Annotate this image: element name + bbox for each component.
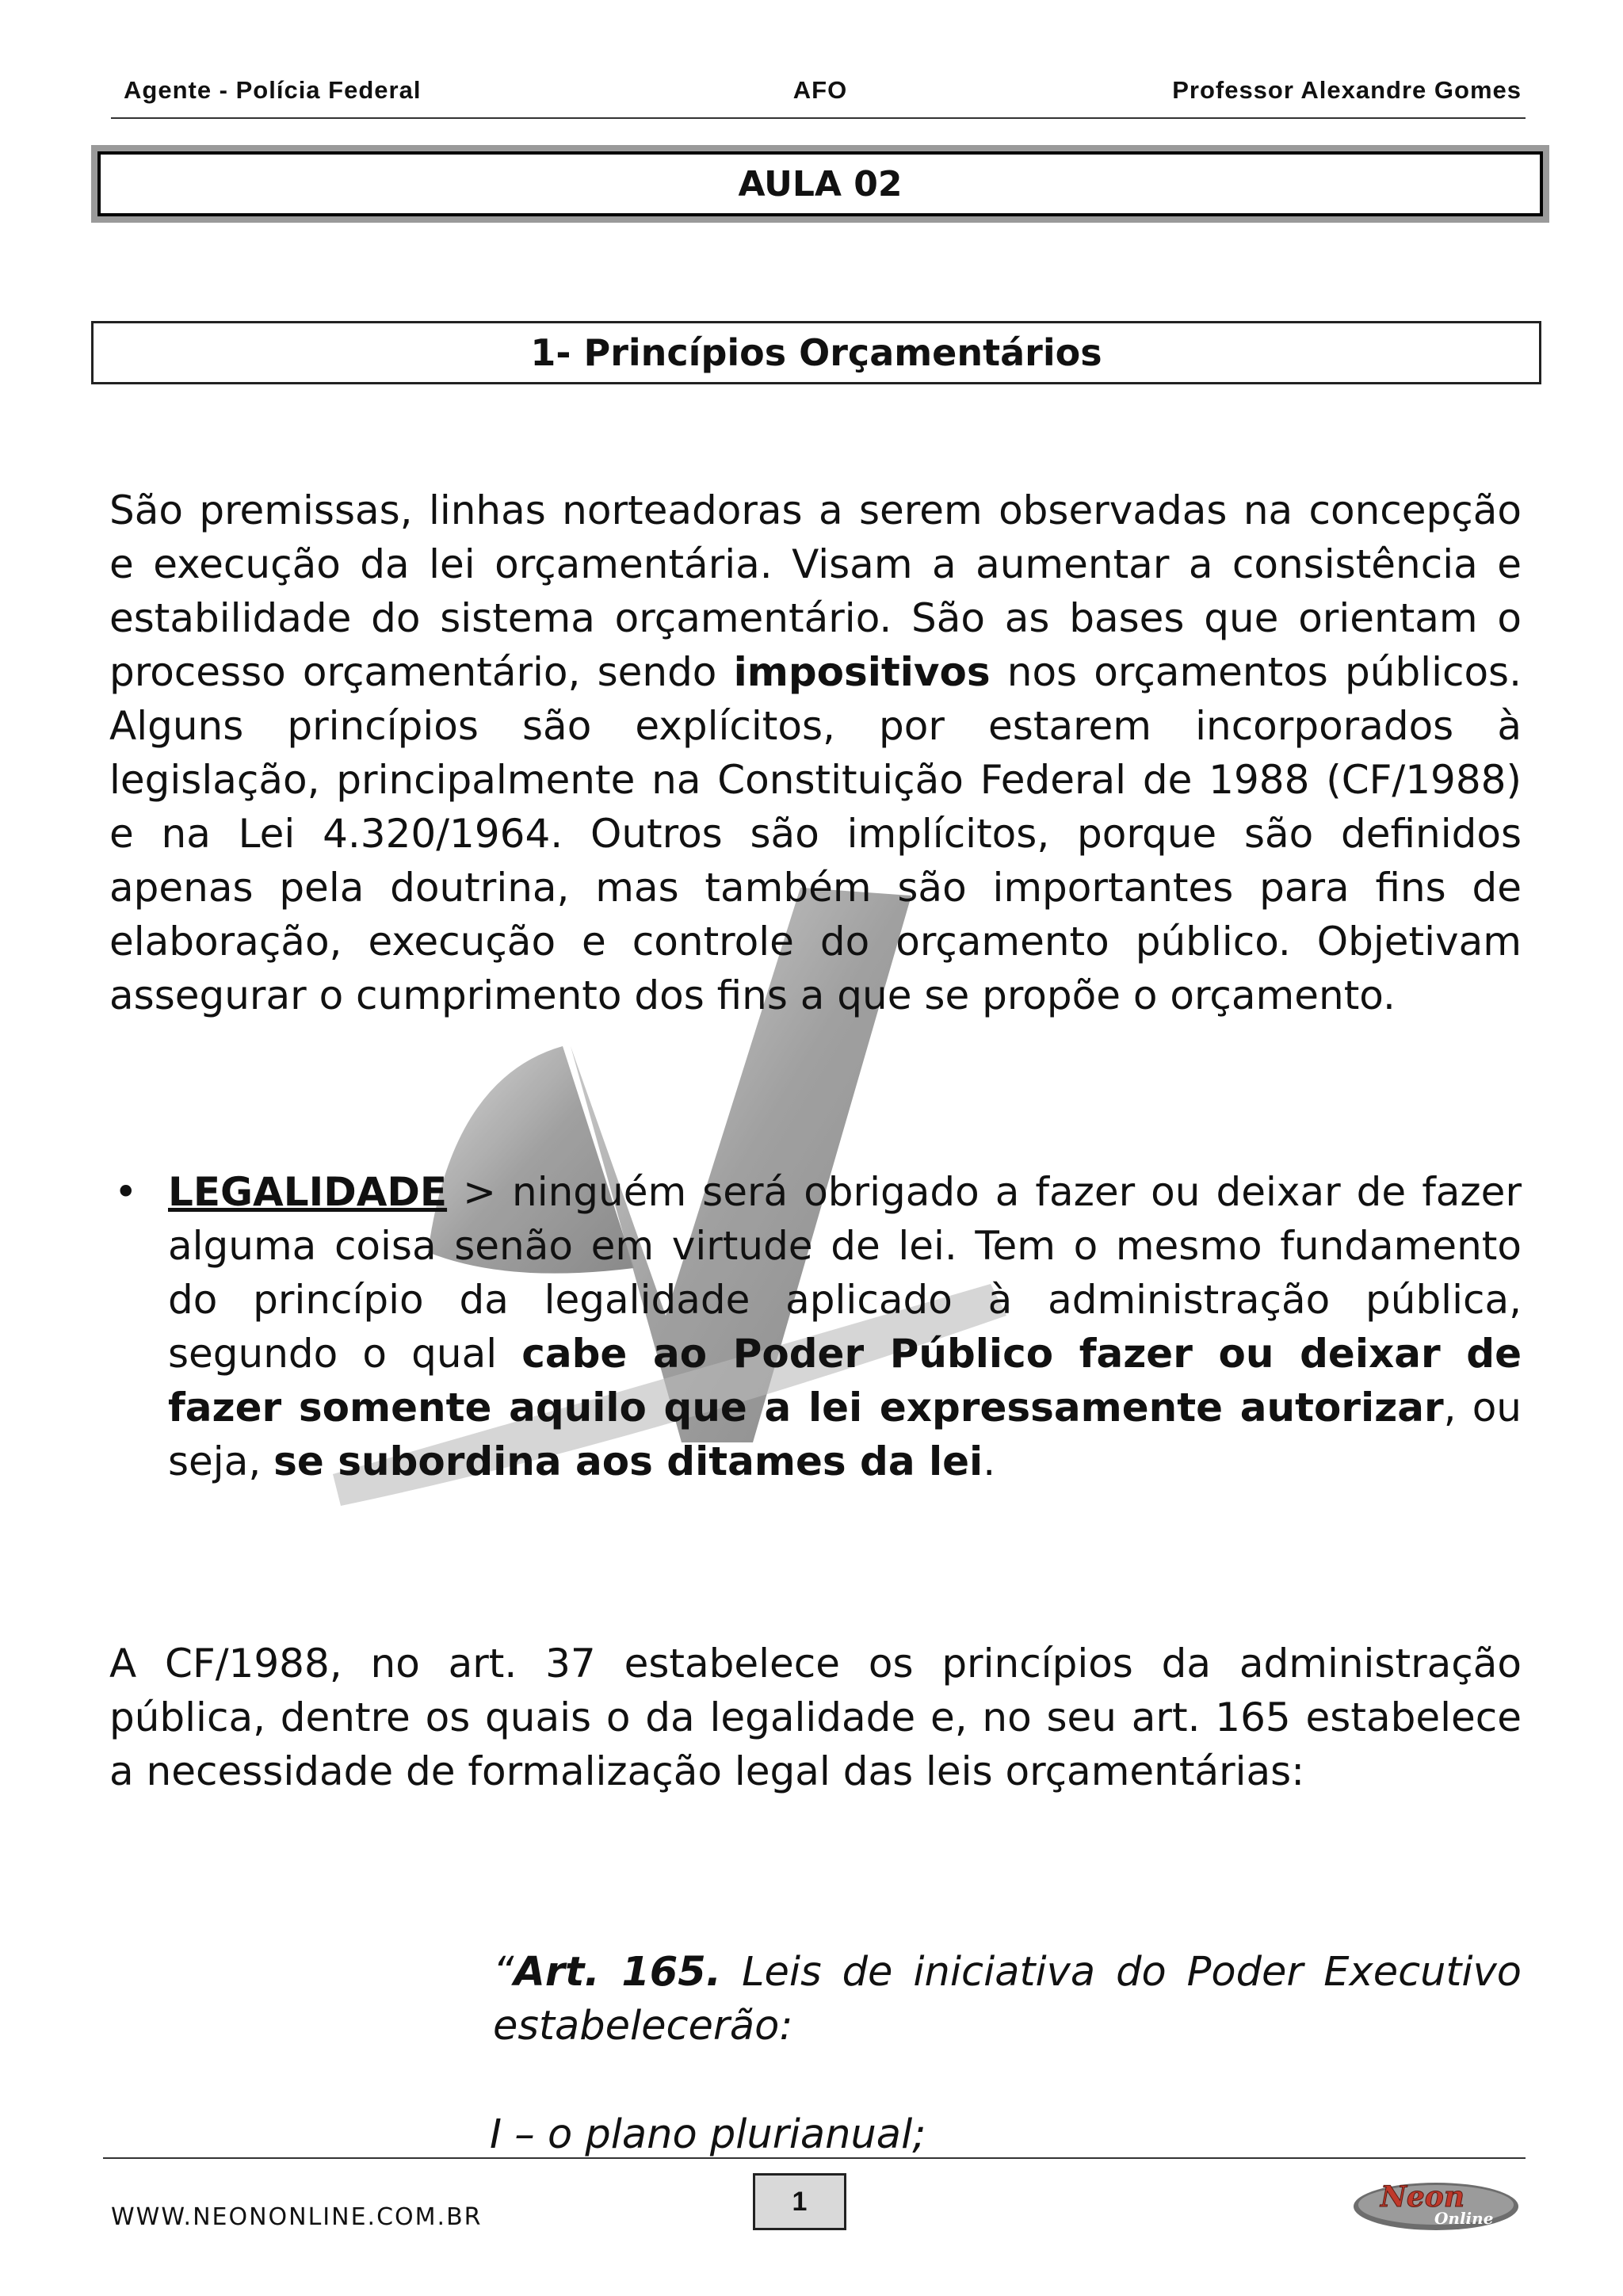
intro-paragraph bbox=[109, 483, 1522, 1022]
cf-paragraph: A CF/1988, no art. 37 estabelece os princípios da administração pública, dentre os quais o da legalidade e, no seu art. 165 estabelece a necessidade de formalização legal das leis orçamentárias: bbox=[109, 1641, 1522, 1794]
bullet-marker: • bbox=[114, 1169, 138, 1215]
footer-url: WWW.NEONONLINE.COM.BR bbox=[111, 2203, 483, 2231]
footer-divider bbox=[103, 2157, 1526, 2159]
header-subject: AFO bbox=[792, 76, 848, 104]
legalidade-text bbox=[168, 1165, 1522, 1488]
legalidade-bold-1: cabe ao Poder Público fazer ou deixar de fazer somente aquilo que a lei expressamente autorizar bbox=[168, 1331, 1522, 1431]
legalidade-text-1: > ninguém será obrigado a fazer ou deixar de fazer alguma coisa senão em virtude de lei. Tem o mesmo fundamento do princípio da legalidade aplicado à administração pública, segundo o qual bbox=[168, 1169, 1522, 1377]
intro-text-1: São premissas, linhas norteadoras a serem observadas na concepção e execução da lei orçamentária. Visam a aumentar a consistência e estabilidade do sistema orçamentário. São as bases que orientam o processo orçamentário, sendo bbox=[109, 487, 1522, 695]
page-header bbox=[119, 76, 1522, 108]
header-divider bbox=[111, 117, 1526, 119]
quote-article-ref: Art. 165. bbox=[514, 1949, 722, 1996]
legalidade-term: LEGALIDADE bbox=[168, 1169, 448, 1215]
legalidade-text-3: . bbox=[983, 1438, 996, 1484]
quote-open-mark: “ bbox=[493, 1949, 514, 1996]
legalidade-text-2: , ou seja, bbox=[168, 1385, 1522, 1484]
header-course: Agente - Polícia Federal bbox=[124, 76, 422, 104]
quote-text: Leis de iniciativa do Poder Executivo estabelecerão: bbox=[493, 1949, 1522, 2050]
section-title: 1- Princípios Orçamentários bbox=[91, 321, 1541, 384]
aula-title-box bbox=[91, 145, 1549, 223]
header-professor: Professor Alexandre Gomes bbox=[1172, 76, 1522, 104]
logo-main-text: Neon bbox=[1381, 2180, 1465, 2214]
intro-text-2: nos orçamentos públicos. Alguns princípios são explícitos, por estarem incorporados à legislação, principalmente na Constituição Federal de 1988 (CF/1988) e na Lei 4.320/1964. Outros são implícitos, porque são definidos apenas pela doutrina, mas também são importantes para fins de elaboração, execução e controle do orçamento público. Objetivam assegurar o cumprimento dos fins a que se propõe o orçamento. bbox=[109, 649, 1522, 1018]
neon-online-logo bbox=[1347, 2172, 1522, 2235]
art-165-quote bbox=[493, 1946, 1522, 2053]
legalidade-bold-2: se subordina aos ditames da lei bbox=[273, 1438, 983, 1484]
page-number: 1 bbox=[753, 2173, 846, 2230]
intro-bold-impositivos: impositivos bbox=[733, 649, 991, 695]
logo-sub-text: Online bbox=[1434, 2209, 1494, 2228]
quote-item-1: I – o plano plurianual; bbox=[490, 2111, 926, 2158]
aula-title: AULA 02 bbox=[97, 151, 1543, 216]
